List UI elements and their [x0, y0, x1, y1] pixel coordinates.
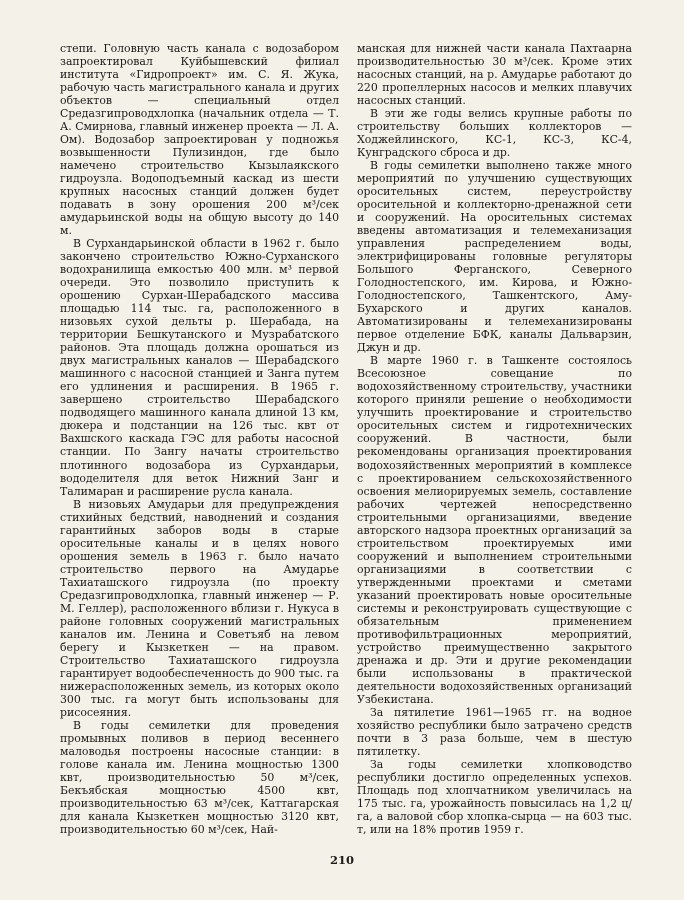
- paragraph: За пятилетие 1961—1965 гг. на водное хозяйство республики было затрачено средств почти в 3 раза больше, чем в шестую пятилетку.: [357, 705, 632, 758]
- paragraph: степи. Головную часть канала с водозабором запроектировал Куйбышевский филиал института «Гидропроект» им. С. Я. Жука, рабочую часть магистрального канала и других объектов — специальный отдел Средазгипроводхлопка (начальник отдела — Т. А. Смирнова, главный инженер проекта — Л. А. Ом). Водозабор запроектирован у подножья возвышенности Пулизиндон, где было намечено строительство Кызылаякского гидроузла. Водоподъемный каскад из шести крупных насосных станций должен будет подавать в зону орошения 200 м³/сек амударьинской воды на общую высоту до 140 м.: [60, 42, 339, 238]
- paragraph: В годы семилетки выполнено также много мероприятий по улучшению существующих оросительных систем, переустройству оросительной и коллекторно-дренажной сети и сооружений. На оросительных системах введены автоматизация и телемеханизация управления распределением воды, электрифицированы головные регуляторы Большого Ферганского, Северного Голодностепского, им. Кирова, и Южно-Голодностепского, Ташкентского, Аму-Бухарского и других каналов. Автоматизированы и телемеханизированы первое отделение БФК, каналы Дальварзин, Джун и др.: [357, 159, 632, 355]
- paragraph: манская для нижней части канала Пахтаарна производительностью 30 м³/сек. Кроме этих насосных станций, на р. Амударье работают до 220 пропеллерных насосов и мелких плавучих насосных станций.: [357, 42, 632, 108]
- paragraph: В низовьях Амударьи для предупреждения стихийных бедствий, наводнений и создания гарантийных заборов воды в старые оросительные каналы и в целях нового орошения земель в 1963 г. было начато строительство первого на Амударье Тахиаташского гидроузла (по проекту Средазгипроводхлопка, главный инженер — Р. М. Геллер), расположенного вблизи г. Нукуса в районе головных сооружений магистральных каналов им. Ленина и Советъяб на левом берегу и Кызкеткен — на правом. Строительство Тахиаташского гидроузла гарантирует водообеспеченность до 900 тыс. га нижерасположенных земель, из которых около 300 тыс. га могут быть использованы для рисосеяния.: [60, 497, 339, 719]
- paragraph: В годы семилетки для проведения промывных поливов в период весеннего маловодья построены насосные станции: в голове канала им. Ленина мощностью 1300 квт, производительностью 50 м³/сек, Бекъябская мощностью 4500 квт, производительностью 63 м³/сек, Каттагарская для канала Кызкеткен мощностью 3120 квт, производительностью 60 м³/сек, Най-: [60, 718, 339, 836]
- paragraph: За годы семилетки хлопководство республики достигло определенных успехов. Площадь под хлопчатником увеличилась на 175 тыс. га, урожайность повысилась на 1,2 ц/га, а валовой сбор хлопка-сырца — на 603 тыс. т, или на 18% против 1959 г.: [357, 757, 632, 836]
- page-number: 210: [329, 853, 354, 867]
- paragraph: В эти же годы велись крупные работы по строительству больших коллекторов — Ходжейлинского, КС-1, КС-3, КС-4, Кунградского сброса и др.: [357, 107, 632, 160]
- right-column: [357, 42, 632, 836]
- paragraph: В Сурхандарьинской области в 1962 г. было закончено строительство Южно-Сурханского водохранилища емкостью 400 млн. м³ первой очереди. Это позволило приступить к орошению Сурхан-Шерабадского массива площадью 114 тыс. га, расположенного в низовьях сухой дельты р. Шерабада, на территории Бешкутанского и Музрабатского районов. Эта площадь должна орошаться из двух магистральных каналов — Шерабадского машинного с насосной станцией и Занга путем его удлинения и расширения. В 1965 г. завершено строительство Шерабадского подводящего машинного канала длиной 13 км, дюкера и подстанции на 126 тыс. квт от Вахшского каскада ГЭС для работы насосной станции. По Зангу начаты строительство плотинного водозабора из Сурхандарьи, вододелителя для веток Нижний Занг и Талимаран и расширение русла канала.: [60, 237, 339, 498]
- paragraph: В марте 1960 г. в Ташкенте состоялось Всесоюзное совещание по водохозяйственному строительству, участники которого приняли решение о необходимости улучшить проектирование и строительство оросительных систем и гидротехнических сооружений. В частности, были рекомендованы организация проектирования водохозяйственных мероприятий в комплексе с проектированием сельскохозяйственного освоения мелиорируемых земель, составление рабочих чертежей непосредственно строительными организациями, введение авторского надзора проектных организаций за строительством проектируемых ими сооружений и выполнением строительными организациями в соответствии с утвержденными проектами и сметами указаний проектировать новые оросительные системы и реконструировать существующие с обязательным применением противофильтрационных мероприятий, устройство преимущественно закрытого дренажа и др. Эти и другие рекомендации были использованы в практической деятельности водохозяйственных организаций Узбекистана.: [357, 354, 632, 706]
- left-column: [60, 42, 339, 836]
